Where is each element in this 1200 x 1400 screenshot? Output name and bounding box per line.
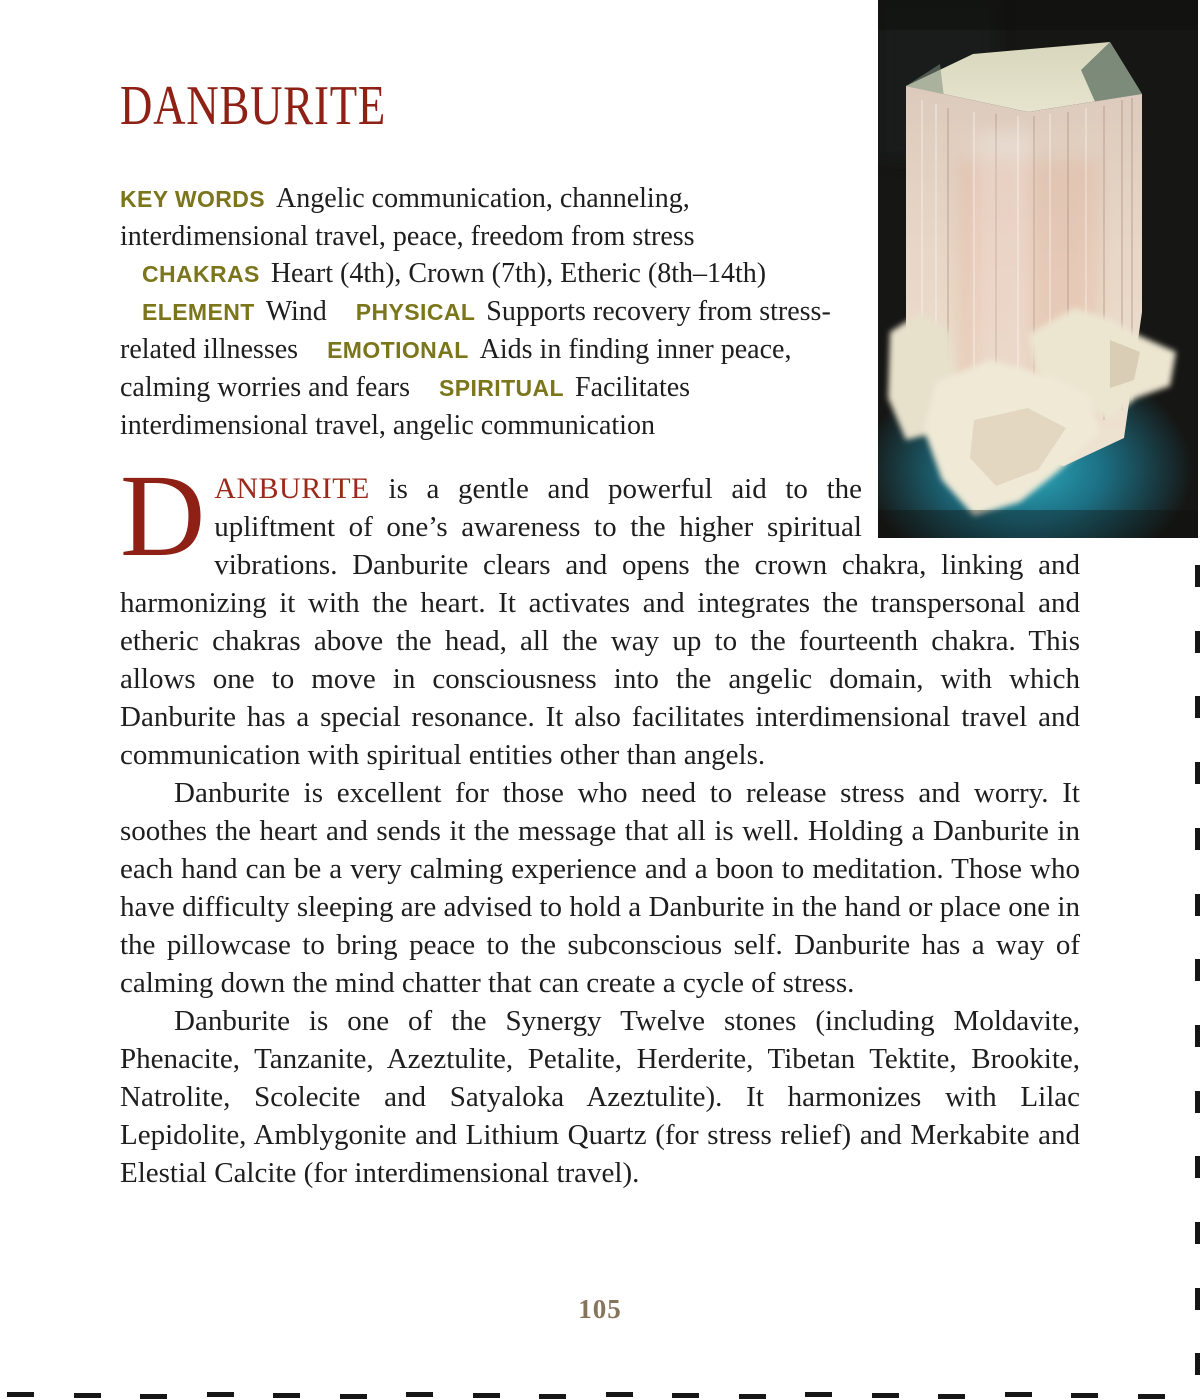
page-edge-dash <box>273 1393 300 1398</box>
page-edge-dash <box>7 1392 34 1397</box>
drop-cap: D <box>120 450 206 581</box>
page-edge-mark <box>1195 1222 1200 1244</box>
page-edge-mark <box>1195 1353 1200 1375</box>
page-edge-dash <box>606 1392 633 1397</box>
paragraph-3: Danburite is one of the Synergy Twelve stones (including Moldavite, Phenacite, Tanzanite, Azeztulite, Petalite, Herderite, Tibetan Tektite, Brookite, Natrolite, Scolecite and Satyaloka Azeztulite). It harmonizes with Lilac Lepidolite, Amblygonite and Lithium Quartz (for stress relief) and Merkabite and Elestial Calcite (for interdimensional travel). <box>120 1005 1080 1189</box>
page-edge-mark <box>1195 828 1200 850</box>
page-edge-dash <box>1005 1392 1032 1397</box>
paragraph-2: Danburite is excellent for those who need to release stress and worry. It soothes the heart and sends it the message that all is well. Holding a Danburite in each hand can be a very calming experience and a boon to meditation. Those who have difficulty sleeping are advised to hold a Danburite in the hand or place one in the pillowcase to bring peace to the subconscious self. Danburite has a way of calming down the mind chatter that can create a cycle of stress. <box>120 777 1080 999</box>
attribute-label: EMOTIONAL <box>327 337 469 363</box>
lead-word-caps: ANBURITE <box>214 472 370 505</box>
page-number: 105 <box>578 1294 622 1324</box>
page-edge-dash <box>207 1392 234 1397</box>
text-column <box>120 0 1080 1192</box>
page-edge-dash <box>473 1393 500 1398</box>
page-edge-mark <box>1195 565 1200 587</box>
attribute-label: PHYSICAL <box>355 299 476 325</box>
attribute-item: EMOTIONAL Aids in finding inner peace, calming worries and fears <box>120 334 792 403</box>
page-edge-mark <box>1195 696 1200 718</box>
page-edge-mark <box>1195 959 1200 981</box>
page-edge-mark <box>1195 1156 1200 1178</box>
page-edge-dash <box>140 1394 167 1399</box>
page-edge-mark <box>1195 1091 1200 1113</box>
paragraph-1-text: is a gentle and powerful aid to the upliftment of one’s awareness to the higher spiritual vibrations. Danburite clears and opens the crown chakra, linking and harmonizing it with the heart. It activates and integrates the transpersonal and etheric chakras above the head, all the way up to the fourteenth chakra. This allows one to move in consciousness into the angelic domain, with which Danburite has a special resonance. It also facilitates interdimensional travel and communication with spiritual entities other than angels. <box>120 473 1080 771</box>
page-edge-dash <box>406 1392 433 1397</box>
page-edge-dash <box>872 1393 899 1398</box>
attribute-item: KEY WORDS Angelic communication, channeling, interdimensional travel, peace, freedom from stress <box>120 183 695 252</box>
page-title: DANBURITE <box>120 75 387 137</box>
page-edge-dash <box>938 1394 965 1399</box>
page-edge-dash <box>1138 1394 1165 1399</box>
attribute-item: ELEMENT Wind <box>142 296 334 327</box>
page-edge-dash <box>74 1393 101 1398</box>
page-edge-dash <box>340 1394 367 1399</box>
attribute-label: ELEMENT <box>142 299 255 325</box>
attribute-label: CHAKRAS <box>142 261 260 287</box>
attribute-label: SPIRITUAL <box>439 375 564 401</box>
page-edge-mark <box>1195 631 1200 653</box>
page-edge-dash <box>805 1392 832 1397</box>
page-edge-mark <box>1195 1025 1200 1047</box>
page-edge-mark <box>1195 894 1200 916</box>
page-edge-dash <box>539 1394 566 1399</box>
page-edge-dash <box>672 1393 699 1398</box>
page-edge-dash <box>1071 1393 1098 1398</box>
attribute-item: CHAKRAS Heart (4th), Crown (7th), Etheric (8th–14th) <box>142 258 767 289</box>
attribute-item: SPIRITUAL Facilitates interdimensional travel, angelic communication <box>120 372 691 441</box>
attribute-item: PHYSICAL Supports recovery from stress-related illnesses <box>120 296 831 365</box>
photo-wrap-spacer <box>862 0 1080 540</box>
page-edge-dash <box>739 1394 766 1399</box>
page-edge-mark <box>1195 1288 1200 1310</box>
page-edge-mark <box>1195 762 1200 784</box>
attribute-label: KEY WORDS <box>120 186 266 212</box>
